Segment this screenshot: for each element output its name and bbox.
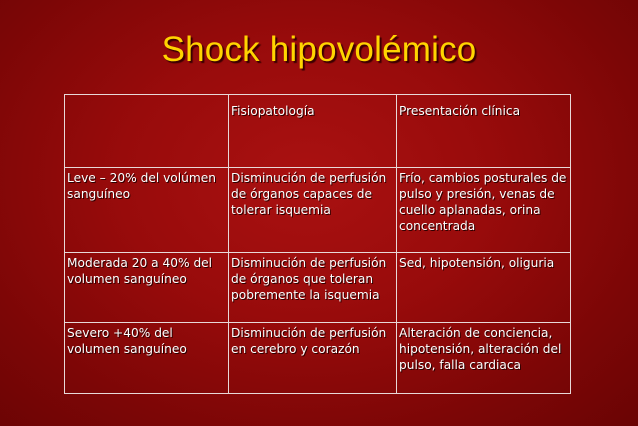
slide-title: Shock hipovolémico [161, 30, 477, 69]
grade-cell: Severo +40% del volumen sanguíneo [65, 323, 229, 394]
presentation-cell: Frío, cambios posturales de pulso y presión, venas de cuello aplanadas, orina concentrada [397, 168, 571, 253]
presentation-cell: Sed, hipotensión, oliguria [397, 253, 571, 323]
header-cell-empty [65, 95, 229, 168]
header-cell-presentacion: Presentación clínica [397, 95, 571, 168]
pathophysiology-cell: Disminución de perfusión de órganos capaces de tolerar isquemia [229, 168, 397, 253]
grade-cell: Moderada 20 a 40% del volumen sanguíneo [65, 253, 229, 323]
grade-cell: Leve – 20% del volúmen sanguíneo [65, 168, 229, 253]
table-row [65, 323, 571, 394]
shock-table [64, 94, 571, 394]
pathophysiology-cell: Disminución de perfusión de órganos que toleran pobremente la isquemia [229, 253, 397, 323]
presentation-cell: Alteración de conciencia, hipotensión, alteración del pulso, falla cardiaca [397, 323, 571, 394]
header-cell-fisiopatologia: Fisiopatología [229, 95, 397, 168]
table-header-row [65, 95, 571, 168]
pathophysiology-cell: Disminución de perfusión en cerebro y corazón [229, 323, 397, 394]
table-row [65, 253, 571, 323]
table-row [65, 168, 571, 253]
